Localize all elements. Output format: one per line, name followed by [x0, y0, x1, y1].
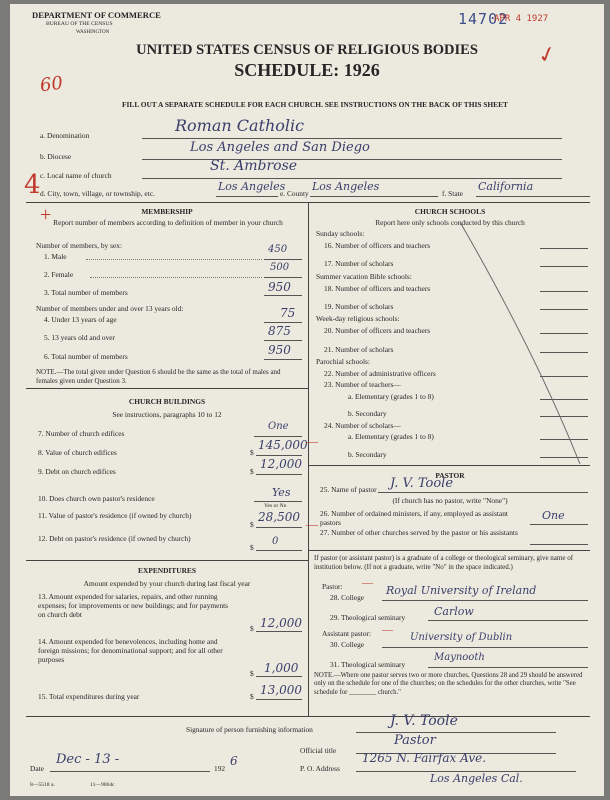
po-address-value[interactable]: 1265 N. Fairfax Ave. — [362, 751, 487, 765]
serial-number-stamp: 14702 — [458, 10, 509, 28]
q2-answer-line — [264, 277, 302, 278]
membership-note: NOTE.—The total given under Question 6 should be the same as the total of males and females given under Question 3. — [36, 368, 281, 385]
q19-label: 19. Number of scholars — [324, 302, 394, 311]
sunday-schools-label: Sunday schools: — [316, 229, 365, 238]
po-address-city-value[interactable]: Los Angeles Cal. — [430, 772, 523, 785]
q30-answer-line — [382, 647, 588, 648]
date-label: Date — [30, 764, 44, 773]
received-date-stamp: APR 4 1927 — [494, 14, 549, 24]
q14-answer-line — [256, 676, 302, 677]
official-title-value[interactable]: Pastor — [394, 733, 436, 748]
q31-answer-line — [428, 667, 588, 668]
q14-label: 14. Amount expended for benevolences, including home and foreign missions; for denominational support; and for all other purposes — [38, 637, 223, 664]
q8-value[interactable]: 145,000 — [258, 438, 308, 452]
q6-answer-line — [264, 359, 302, 360]
signature-value[interactable]: J. V. Toole — [390, 713, 458, 729]
red-tick-assistant: — — [382, 624, 393, 636]
q16-label: 16. Number of officers and teachers — [324, 241, 431, 250]
members-by-sex-label: Number of members, by sex: — [36, 241, 122, 250]
local-name-value[interactable]: St. Ambrose — [210, 158, 298, 174]
q13-dollar: $ — [250, 624, 254, 633]
q9-answer-line — [256, 474, 302, 475]
q8-label: 8. Value of church edifices — [38, 448, 117, 457]
age-intro-label: Number of members under and over 13 years old: — [36, 304, 184, 313]
q29-value[interactable]: Carlow — [434, 605, 474, 618]
q24b-label: b. Secondary — [348, 450, 387, 459]
date-line — [50, 771, 210, 772]
q6-total-value[interactable]: 950 — [268, 343, 291, 357]
denomination-underline — [142, 138, 562, 139]
q1-leader — [86, 259, 262, 260]
q22-label: 22. Number of administrative officers — [324, 369, 436, 378]
q30-label: 30. College — [330, 640, 365, 649]
q2-female-value[interactable]: 500 — [270, 262, 290, 273]
assistant-subheading: Assistant pastor: — [322, 629, 372, 638]
q25-value[interactable]: J. V. Toole — [390, 476, 454, 491]
department-label: DEPARTMENT OF COMMERCE — [32, 10, 161, 20]
q27-label: 27. Number of other churches served by the pastor or his assistants — [320, 528, 518, 537]
city-value[interactable]: Los Angeles — [218, 180, 286, 193]
schools-heading: CHURCH SCHOOLS — [414, 207, 486, 216]
official-title-label: Official title — [300, 746, 337, 755]
margin-plus-mark: + — [40, 204, 52, 226]
q8-dollar: $ — [250, 448, 254, 457]
form-title: UNITED STATES CENSUS OF RELIGIOUS BODIES — [136, 42, 478, 58]
q1-male-value[interactable]: 450 — [268, 244, 288, 255]
q13-answer-line — [256, 631, 302, 632]
signature-label: Signature of person furnishing information — [186, 725, 313, 734]
form-number: 8—5518 a. — [30, 782, 55, 788]
county-value[interactable]: Los Angeles — [312, 180, 380, 193]
q28-value[interactable]: Royal University of Ireland — [386, 584, 537, 597]
expenditures-heading: EXPENDITURES — [138, 566, 196, 575]
q11-dollar: $ — [250, 520, 254, 529]
schools-rule — [309, 465, 590, 466]
diocese-value[interactable]: Los Angeles and San Diego — [190, 140, 370, 155]
buildings-intro: See instructions, paragraphs 10 to 12 — [112, 410, 222, 419]
q26-label: 26. Number of ordained ministers, if any, employed as assistant pastors — [320, 509, 508, 527]
margin-mark-4: 4 — [24, 170, 41, 200]
membership-rule — [26, 388, 308, 389]
check-mark-red: ✓ — [534, 40, 560, 69]
red-tick-q11: — — [306, 517, 318, 531]
q14-dollar: $ — [250, 669, 254, 678]
date-value[interactable]: Dec - 13 - — [56, 752, 120, 767]
q13-value[interactable]: 12,000 — [260, 616, 302, 630]
q5-over13-label: 5. 13 years old and over — [44, 333, 116, 342]
q2-female-label: 2. Female — [44, 270, 74, 279]
diocese-label: b. Diocese — [40, 152, 72, 161]
q31-label: 31. Theological seminary — [330, 660, 406, 669]
q6-total-label: 6. Total number of members — [44, 352, 128, 361]
q11-answer-line — [256, 527, 302, 528]
yes-no-hint: Yes or No — [264, 503, 287, 509]
q26-value[interactable]: One — [542, 509, 565, 522]
graduate-note: If pastor (or assistant pastor) is a graduate of a college or theological seminary, give name of institution below. (If not a graduate, write "No" in the space indicated.) — [314, 554, 574, 571]
red-tick-pastor: — — [362, 577, 373, 589]
state-underline — [476, 196, 590, 197]
q10-answer-line — [254, 501, 302, 502]
signature-line — [356, 732, 556, 733]
q30-value[interactable]: University of Dublin — [410, 632, 513, 643]
q12-label: 12. Debt on pastor's residence (if owned by church) — [38, 534, 191, 543]
q9-value[interactable]: 12,000 — [260, 457, 302, 471]
diocese-underline — [142, 159, 562, 160]
census-schedule-page — [10, 4, 604, 796]
q26-answer-line — [530, 524, 588, 525]
q20-label: 20. Number of officers and teachers — [324, 326, 431, 335]
q11-label: 11. Value of pastor's residence (if owned by church) — [38, 511, 192, 520]
denomination-label: a. Denomination — [40, 131, 90, 140]
state-value[interactable]: California — [478, 180, 534, 193]
year-prefix: 192 — [214, 764, 226, 773]
po-address-label: P. O. Address — [300, 764, 340, 773]
summer-schools-label: Summer vacation Bible schools: — [316, 272, 412, 281]
county-underline — [310, 196, 438, 197]
q28-label: 28. College — [330, 593, 365, 602]
q3-total-value[interactable]: 950 — [268, 280, 291, 294]
q28-answer-line — [382, 600, 588, 601]
buildings-heading: CHURCH BUILDINGS — [128, 397, 206, 406]
q12-answer-line — [256, 550, 302, 551]
q23b-label: b. Secondary — [348, 409, 387, 418]
membership-intro: Report number of members according to definition of member in your church — [53, 218, 283, 227]
local-name-label: c. Local name of church — [40, 171, 112, 180]
bureau-label: BUREAU OF THE CENSUS — [46, 21, 113, 27]
pastor-rule — [309, 550, 590, 551]
q24-label: 24. Number of scholars— — [324, 421, 401, 430]
city-town-label: d. City, town, village, or township, etc. — [40, 189, 155, 198]
year-value[interactable]: 6 — [230, 754, 238, 768]
pastor-note: NOTE.—Where one pastor serves two or more churches, Questions 28 and 29 should be answered only on the schedule for one of the churches; on the schedules for the other churches, write "See schedule for ________ church." — [314, 672, 583, 696]
schools-intro: Report here only schools conducted by this church — [375, 218, 525, 227]
q1-male-label: 1. Male — [44, 252, 67, 261]
q27-answer-line[interactable] — [530, 544, 588, 545]
q11-value[interactable]: 28,500 — [258, 510, 300, 524]
q13-label: 13. Amount expended for salaries, repairs, and other running expenses; for improvements or new buildings; and for payments on church debt — [38, 592, 229, 619]
q7-answer-line — [254, 436, 302, 437]
fill-out-instruction: FILL OUT A SEPARATE SCHEDULE FOR EACH CHURCH. SEE INSTRUCTIONS ON THE BACK OF THIS SHEET — [122, 100, 508, 109]
q18-label: 18. Number of officers and teachers — [324, 284, 431, 293]
q10-label: 10. Does church own pastor's residence — [38, 494, 155, 503]
q4-under13-value[interactable]: 75 — [280, 306, 296, 320]
state-label: f. State — [442, 189, 463, 198]
q12-dollar: $ — [250, 543, 254, 552]
q23-label: 23. Number of teachers— — [324, 380, 401, 389]
city-underline — [216, 196, 278, 197]
buildings-rule — [26, 560, 308, 561]
denomination-value[interactable]: Roman Catholic — [175, 116, 305, 135]
q23a-label: a. Elementary (grades 1 to 8) — [348, 392, 434, 401]
q3-total-label: 3. Total number of members — [44, 288, 128, 297]
q15-label: 15. Total expenditures during year — [38, 692, 140, 701]
city-label: WASHINGTON — [76, 30, 110, 35]
q5-answer-line — [264, 340, 302, 341]
q15-value[interactable]: 13,000 — [260, 683, 302, 697]
bottom-section-rule — [26, 716, 590, 717]
form-subtitle: SCHEDULE: 1926 — [234, 60, 380, 80]
q10-value[interactable]: Yes — [272, 486, 291, 499]
q7-value[interactable]: One — [268, 421, 289, 432]
q15-answer-line — [256, 699, 302, 700]
weekday-schools-label: Week-day religious schools: — [316, 314, 400, 323]
q25-label: 25. Name of pastor — [320, 485, 377, 494]
expenditures-intro: Amount expended by your church during last fiscal year — [83, 579, 251, 588]
q12-value[interactable]: 0 — [272, 536, 279, 547]
q4-under13-label: 4. Under 13 years of age — [44, 315, 117, 324]
q5-over13-value[interactable]: 875 — [268, 324, 291, 338]
q2-leader — [90, 277, 262, 278]
q25-note: (If church has no pastor, write "None") — [392, 496, 508, 505]
handwritten-mark-60: 60 — [38, 72, 65, 97]
q3-answer-line — [264, 295, 302, 296]
q14-value[interactable]: 1,000 — [264, 661, 299, 675]
pastor-heading: PASTOR — [435, 471, 465, 480]
q8-answer-line — [256, 455, 302, 456]
q17-label: 17. Number of scholars — [324, 259, 394, 268]
q7-label: 7. Number of church edifices — [38, 429, 125, 438]
q4-answer-line — [264, 322, 302, 323]
membership-heading: MEMBERSHIP — [141, 207, 193, 216]
q15-dollar: $ — [250, 692, 254, 701]
county-label: e. County — [280, 189, 309, 198]
pastor-subheading: Pastor: — [322, 582, 343, 591]
column-divider — [308, 202, 309, 716]
q29-answer-line — [428, 620, 588, 621]
print-number: 11—9064c — [90, 782, 115, 788]
q31-value[interactable]: Maynooth — [434, 652, 485, 663]
red-tick-q8: — — [306, 434, 318, 448]
local-name-underline — [142, 178, 562, 179]
q25-answer-line — [378, 492, 588, 493]
q9-label: 9. Debt on church edifices — [38, 467, 116, 476]
schools-cross-out-stroke — [450, 214, 590, 474]
q29-label: 29. Theological seminary — [330, 613, 406, 622]
parochial-schools-label: Parochial schools: — [316, 357, 370, 366]
q1-answer-line — [264, 259, 302, 260]
q24a-label: a. Elementary (grades 1 to 8) — [348, 432, 434, 441]
q9-dollar: $ — [250, 467, 254, 476]
q21-label: 21. Number of scholars — [324, 345, 394, 354]
